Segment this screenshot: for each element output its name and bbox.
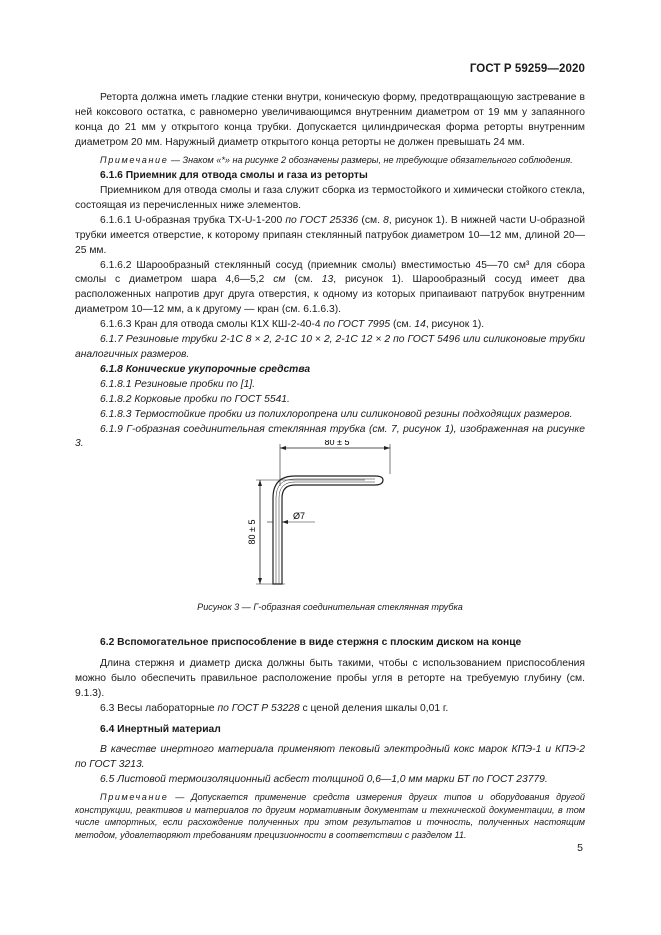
p6161-b: (см. — [358, 214, 384, 226]
diameter-arrow — [282, 520, 288, 524]
p6162-a: 6.1.6.2 Шарообразный стеклянный сосуд (приемник смолы) вместимостью 45—70 см³ для сбора смолы с диаметром шара 4,6—5,2 — [75, 259, 585, 286]
note-2-label: Примечание — [100, 792, 169, 803]
p6161-a: 6.1.6.1 U-образная трубка ТХ-U-1-200 — [100, 214, 286, 226]
p6161-c: , рисунок 1). В нижней части U-образной трубки имеется отверстие, к которому припаян стеклянный патрубок диаметром 10—12 мм, длиной 20—25 мм. — [75, 214, 586, 256]
p6162-b: (см. — [285, 274, 322, 286]
paragraph-6-1-6-2 — [75, 259, 585, 319]
note-2 — [75, 791, 585, 841]
l-tube-drawing — [225, 440, 405, 595]
dim-arrow-top-left — [280, 446, 286, 450]
p6161-ref: по ГОСТ 25336 — [285, 214, 359, 226]
p6161-item: 8 — [383, 214, 389, 226]
paragraph-6-1-7: 6.1.7 Резиновые трубки 2-1С 8 × 2, 2-1С 10 × 2, 2-1С 12 × 2 по ГОСТ 5496 или силиконовые трубки аналогичных размеров. — [75, 334, 585, 360]
p63-a: 6.3 Весы лабораторные — [100, 702, 218, 714]
p63-b: с ценой деления шкалы 0,01 г. — [299, 702, 449, 714]
paragraph-retort: Реторта должна иметь гладкие стенки внутри, коническую форму, предотвращающую застревание в ней коксового остатка, с равномерно увеличивающимся внутренним диаметром от 19 мм у запаянного конца до 21 мм у открытого конца трубки. Допускается цилиндрическая форма реторты внутренним диаметром 20 мм. Наружный диаметр открытого конца реторты не должен превышать 24 мм. — [75, 92, 585, 148]
standard-code-header: ГОСТ Р 59259—2020 — [469, 63, 585, 75]
note-1-text: — Знаком «*» на рисунке 2 обозначены размеры, не требующие обязательного соблюдения. — [168, 154, 573, 165]
note-2-text: — Допускается применение средств измерения других типов и оборудования другой конструкции, реактивов и материалов по другим нормативным документам и технической документации, в том числе импортных, если расхождение полученных при этом результатов и точность, полученных настоящим методом, удовлетворяют требованиям прецизионности в соответствии с разделом 11. — [75, 792, 585, 840]
dim-top-label: 80 ± 5 — [324, 440, 350, 447]
paragraph-6-1-6-3 — [75, 318, 585, 333]
p63-ref: по ГОСТ Р 53228 — [217, 702, 300, 714]
tube-outline — [273, 476, 383, 584]
paragraph-6-5: 6.5 Листовой термоизоляционный асбест толщиной 0,6—1,0 мм марки БТ по ГОСТ 23779. — [100, 774, 548, 786]
paragraph-6-2: Длина стержня и диаметр диска должны быть такими, чтобы с использованием приспособления можно было обеспечить правильное расположение пробы угля в реторте на требуемую глубину (см. 9.1.3). — [75, 657, 585, 699]
paragraph-6-3 — [75, 702, 585, 717]
heading-6-4: 6.4 Инертный материал — [100, 723, 221, 735]
p6163-item: 14 — [414, 319, 426, 331]
paragraph-6-1-6-1 — [75, 214, 585, 259]
text-block-bottom — [75, 636, 585, 841]
p6162-item: 13 — [321, 274, 334, 286]
paragraph-receiver: Приемником для отвода смолы и газа служит сборка из термостойкого и химически стойкого стекла, состоящая из перечисленных ниже элементов. — [75, 185, 585, 211]
paragraph-6-1-8-3: 6.1.8.3 Термостойкие пробки из полихлоропрена или силиконовой резины подходящих размеров. — [100, 408, 573, 420]
note-1-label: Примечание — [100, 154, 169, 165]
tube-inner-wall-outer — [276, 479, 375, 584]
heading-6-1-8: 6.1.8 Конические укупорочные средства — [100, 363, 311, 375]
paragraph-6-4: В качестве инертного материала применяют пековый электродный кокс марок КПЭ-1 и КПЭ-2 по ГОСТ 3213. — [75, 744, 585, 771]
text-block-top — [75, 91, 585, 452]
paragraph-6-1-8-2: 6.1.8.2 Корковые пробки по ГОСТ 5541. — [100, 393, 290, 405]
paragraph-6-1-8-1: 6.1.8.1 Резиновые пробки по [1]. — [100, 378, 256, 390]
p6163-b: (см. — [390, 319, 415, 331]
heading-6-2: 6.2 Вспомогательное приспособление в виде стержня с плоским диском на конце — [100, 637, 522, 648]
heading-6-1-6: 6.1.6 Приемник для отвода смолы и газа из реторты — [100, 170, 368, 182]
dim-left-label: 80 ± 5 — [247, 519, 257, 545]
note-1 — [75, 154, 585, 167]
dim-arrow-left-bottom — [258, 578, 262, 584]
paragraph-6-1-9: 6.1.9 Г-образная соединительная стеклянная трубка (см. 7, рисунок 1), изображенная на рисунке 3. — [75, 423, 585, 450]
page-number: 5 — [577, 842, 583, 854]
p6162-unit: см — [273, 274, 286, 286]
diameter-label: Ø7 — [293, 511, 306, 521]
p6162-c: , рисунок 1). Шарообразный сосуд имеет два расположенных напротив друг друга отверстия, к одному из которых припаивают патрубок внутренним диаметром 10—12 мм, а к другому — кран (см. 6.1.6.3). — [75, 274, 585, 316]
p6163-c: , рисунок 1). — [425, 319, 485, 331]
figure-caption: Рисунок 3 — Г-образная соединительная стеклянная трубка — [197, 602, 463, 612]
tube-inner-wall-inner — [279, 482, 375, 584]
dim-arrow-top-right — [384, 446, 390, 450]
figure-3 — [225, 440, 405, 595]
p6163-ref: по ГОСТ 7995 — [323, 319, 391, 331]
p6163-a: 6.1.6.3 Кран для отвода смолы К1Х КШ-2-40-4 — [100, 319, 324, 331]
dim-arrow-left-top — [258, 480, 262, 486]
